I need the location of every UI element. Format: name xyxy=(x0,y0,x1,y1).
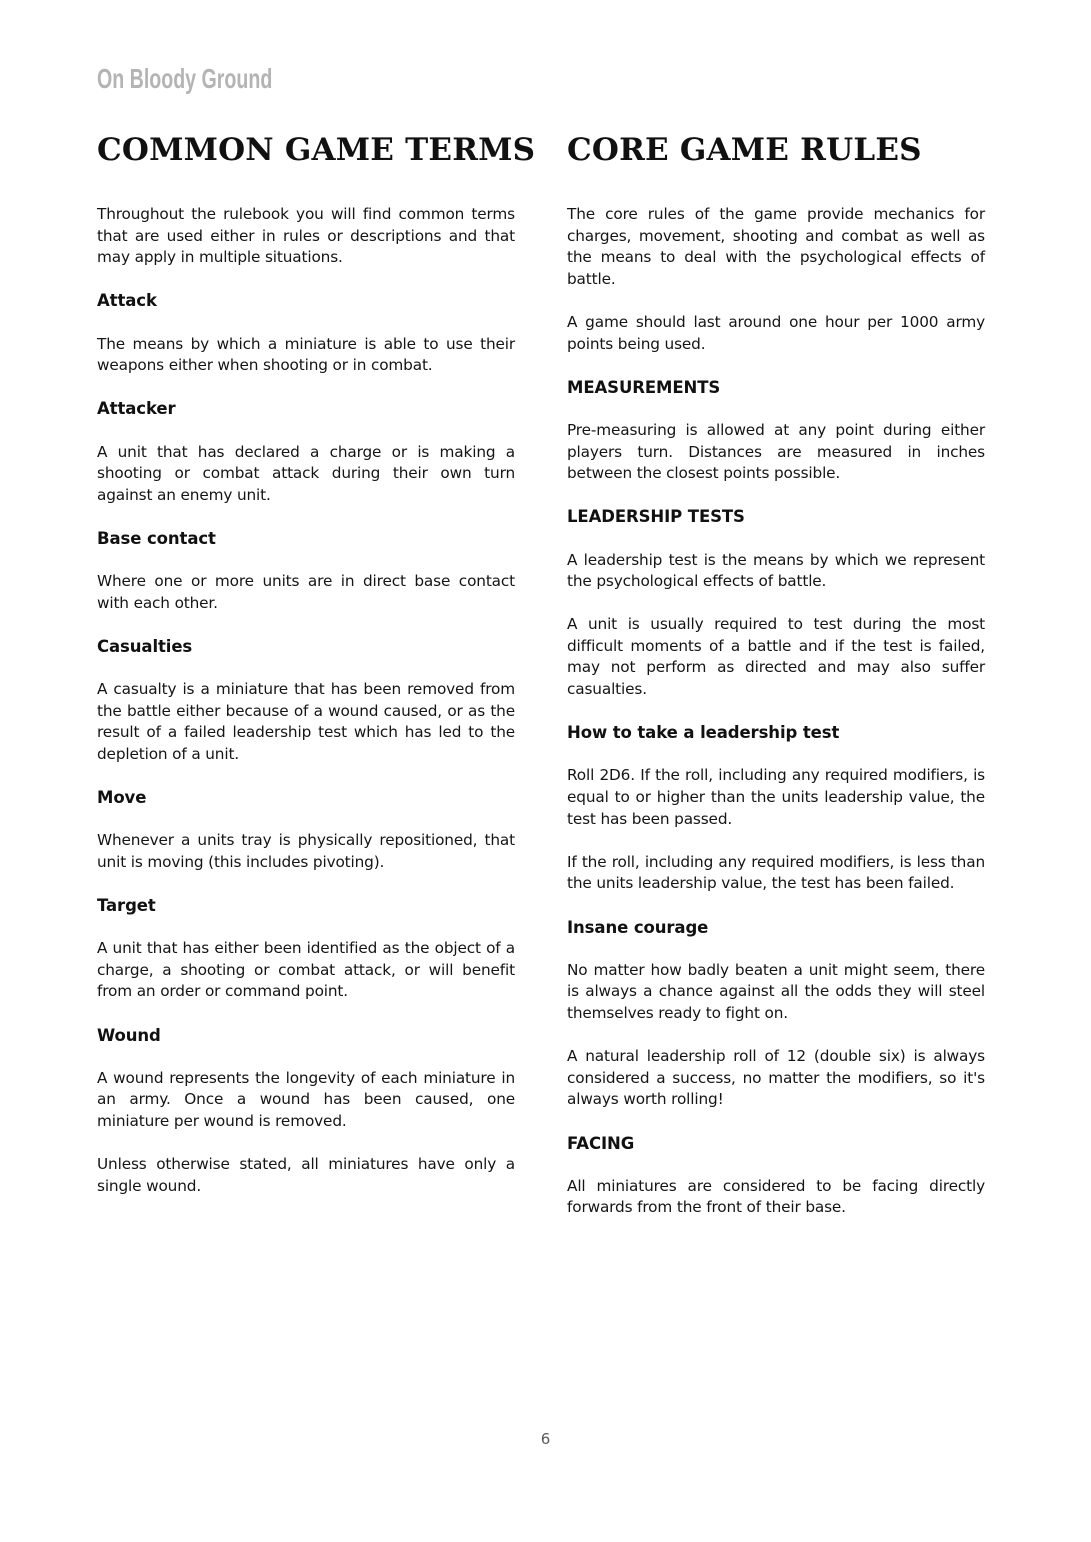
section-base-contact-paragraph: Where one or more units are in direct base contact with each other. xyxy=(97,572,515,612)
section-heading-attack: Attack xyxy=(97,291,157,311)
right-intro-paragraph-2: A game should last around one hour per 1000 army points being used. xyxy=(567,312,985,353)
section-leadership-test-how-paragraph-1: Roll 2D6. If the roll, including any required modifiers, is equal to or higher than the units leadership value, the test has been passed. xyxy=(567,766,985,828)
section-facing-paragraph: All miniatures are considered to be facing directly forwards from the front of their base. xyxy=(567,1176,985,1217)
section-wound-paragraph-2: Unless otherwise stated, all miniatures have only a single wound. xyxy=(97,1155,515,1195)
section-heading-casualties: Casualties xyxy=(97,636,193,656)
section-move-paragraph: Whenever a units tray is physically repositioned, that unit is moving (this includes pivoting). xyxy=(97,831,515,871)
left-column-title: COMMON GAME TERMS xyxy=(97,132,536,168)
section-leadership-tests-paragraph-2: A unit is usually required to test during the most difficult moments of a battle and if the test is failed, may not perform as directed and may also suffer casualties. xyxy=(567,615,985,699)
section-heading-wound: Wound xyxy=(97,1025,161,1045)
right-column xyxy=(567,133,985,1219)
running-header: On Bloody Ground xyxy=(97,63,273,94)
section-heading-base-contact: Base contact xyxy=(97,528,216,548)
section-insane-courage-paragraph-1: No matter how badly beaten a unit might seem, there is always a chance against all the odds they will steel themselves ready to fight on. xyxy=(567,960,985,1022)
section-heading-facing: FACING xyxy=(567,1133,635,1153)
section-insane-courage-paragraph-2: A natural leadership roll of 12 (double six) is always considered a success, no matter the modifiers, so it's always worth rolling! xyxy=(567,1047,985,1109)
section-heading-move: Move xyxy=(97,788,147,808)
right-column-title: CORE GAME RULES xyxy=(567,132,922,168)
section-casualties-paragraph: A casualty is a miniature that has been removed from the battle either because of a wound caused, or as the result of a failed leadership test which has led to the depletion of a unit. xyxy=(97,680,515,763)
section-heading-target: Target xyxy=(97,896,156,915)
section-wound-paragraph-1: A wound represents the longevity of each miniature in an army. Once a wound has been caused, one miniature per wound is removed. xyxy=(97,1068,515,1130)
section-heading-attacker: Attacker xyxy=(97,399,176,419)
section-measurements-paragraph: Pre-measuring is allowed at any point during either players turn. Distances are measured in inches between the closest points possible. xyxy=(567,420,985,483)
right-intro-paragraph-1: The core rules of the game provide mechanics for charges, movement, shooting and combat as well as the means to deal with the psychological effects of battle. xyxy=(567,205,985,288)
section-heading-insane-courage: Insane courage xyxy=(567,917,709,937)
section-target-paragraph: A unit that has either been identified as the object of a charge, a shooting or combat attack, or will benefit from an order or command point. xyxy=(97,939,515,1001)
section-leadership-tests-paragraph-1: A leadership test is the means by which we represent the psychological effects of battle. xyxy=(567,550,985,591)
section-heading-measurements: MEASUREMENTS xyxy=(567,377,721,397)
section-leadership-test-how-paragraph-2: If the roll, including any required modifiers, is less than the units leadership value, the test has been failed. xyxy=(567,852,985,893)
section-heading-how-to-take-a-leadership-test: How to take a leadership test xyxy=(567,723,840,743)
left-column xyxy=(97,132,536,1219)
left-intro-paragraph: Throughout the rulebook you will find common terms that are used either in rules or descriptions and that may apply in multiple situations. xyxy=(97,205,515,267)
two-column-layout xyxy=(97,133,985,1219)
section-attack-paragraph: The means by which a miniature is able to use their weapons either when shooting or in combat. xyxy=(97,334,515,375)
section-heading-leadership-tests: LEADERSHIP TESTS xyxy=(567,507,745,527)
page-number: 6 xyxy=(540,1430,551,1448)
section-attacker-paragraph: A unit that has declared a charge or is making a shooting or combat attack during their own turn against an enemy unit. xyxy=(97,442,515,504)
document-page xyxy=(97,63,985,1219)
